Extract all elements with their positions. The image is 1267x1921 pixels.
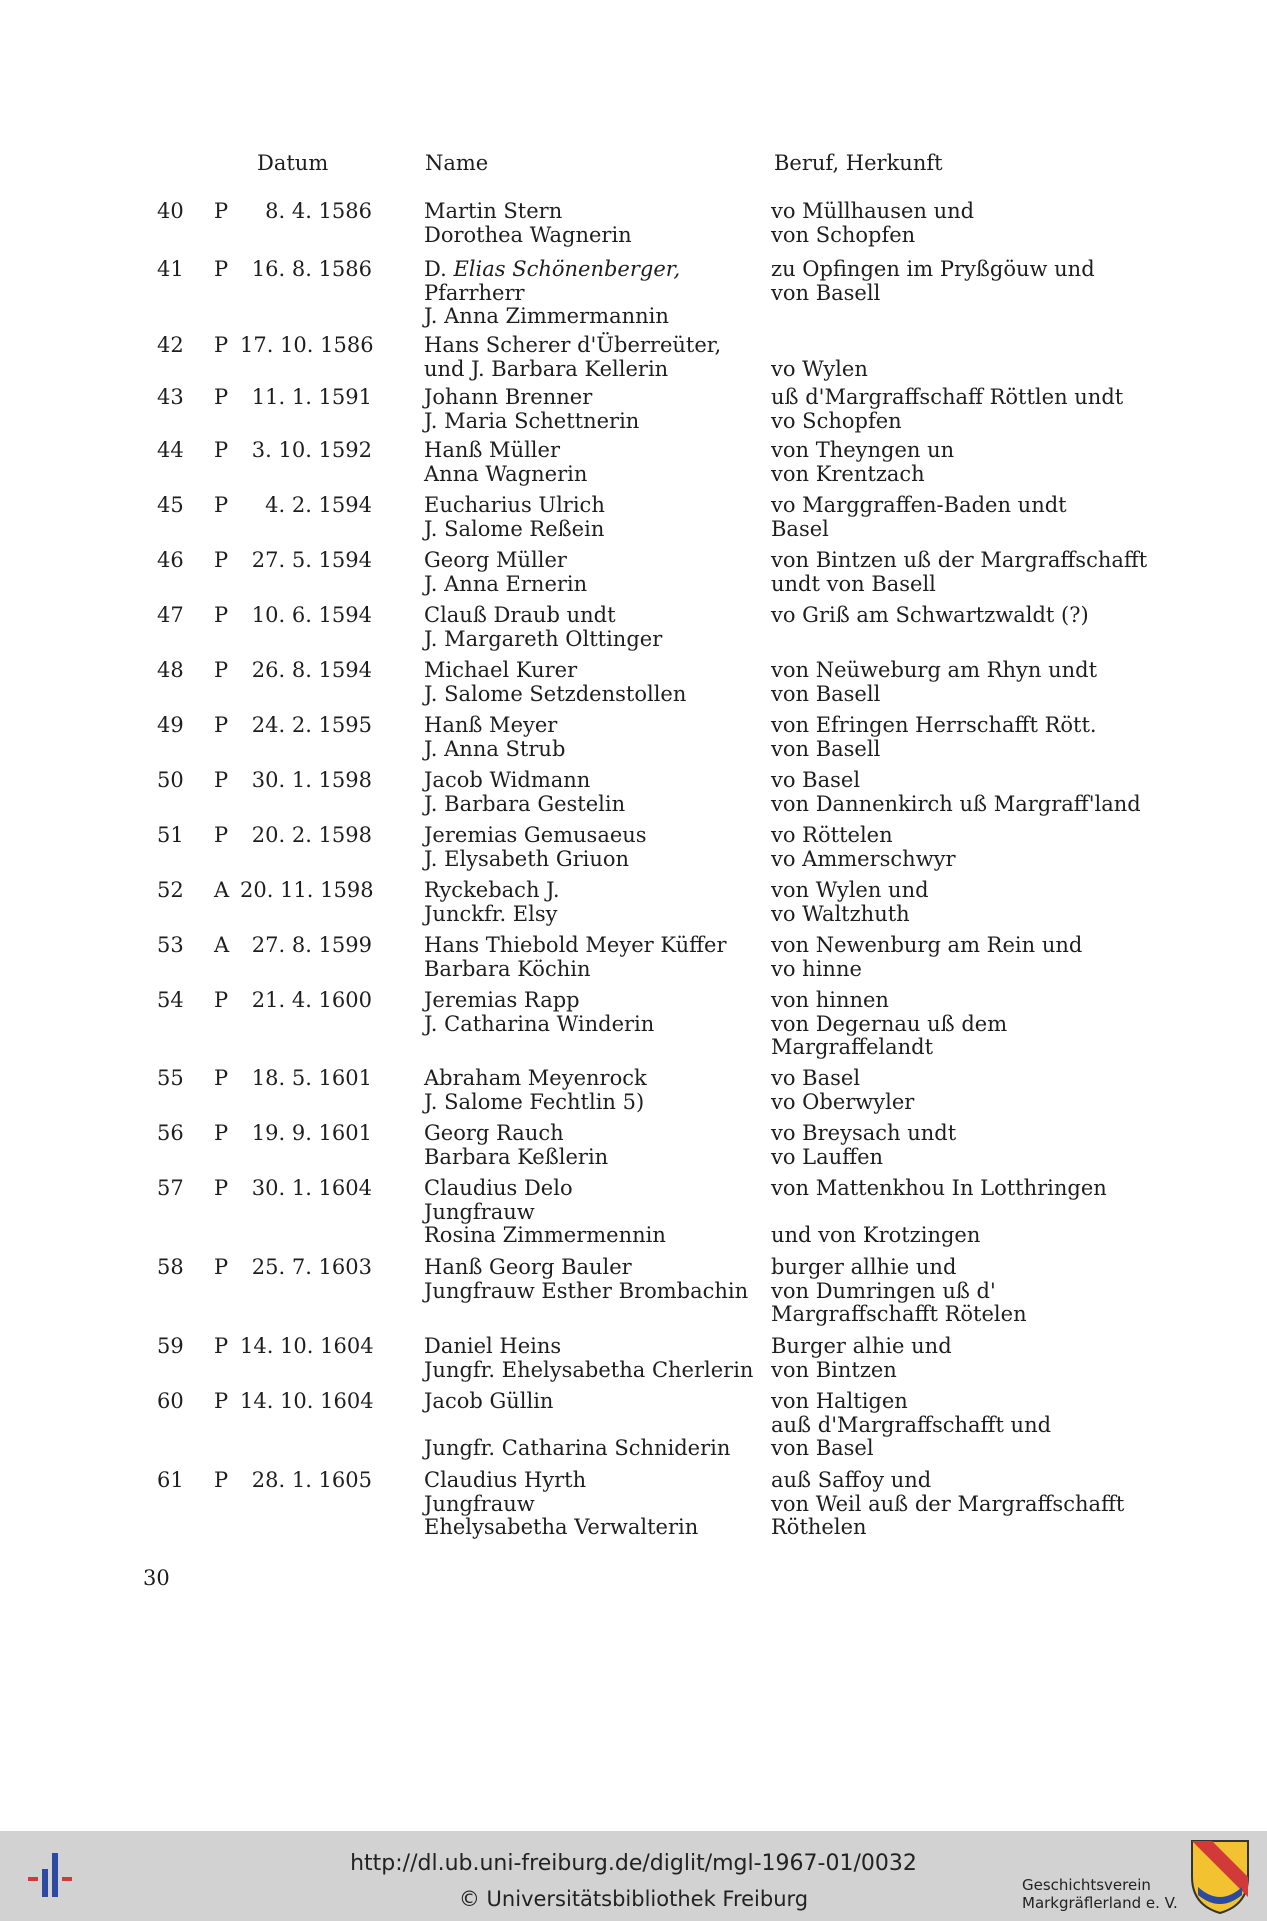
origin-line: von Basel	[771, 1436, 874, 1460]
entry-number: 40	[157, 199, 184, 223]
entry-names	[424, 1122, 754, 1169]
origin-line: von Newenburg am Rein und	[771, 933, 1083, 957]
name-line: J. Salome Fechtlin 5)	[424, 1089, 645, 1114]
source-url[interactable]: http://dl.ub.uni-freiburg.de/diglit/mgl-1967-01/0032	[350, 1851, 917, 1876]
origin-line: vo hinne	[771, 956, 862, 981]
origin-line: auß d'Margraffschafft und	[771, 1412, 1052, 1437]
origin-line: von Mattenkhou In Lotthringen	[771, 1176, 1107, 1200]
entry-origin	[771, 1067, 1131, 1114]
entry-number: 53	[157, 933, 184, 957]
entry-names	[424, 1335, 754, 1382]
entry-names	[424, 1177, 754, 1248]
origin-line: vo Marggraffen-Baden undt	[771, 493, 1067, 517]
name-line: Daniel Heins	[424, 1334, 562, 1358]
origin-line: von Basell	[771, 280, 881, 305]
entry-origin	[771, 879, 1131, 926]
entry-number: 41	[157, 257, 184, 281]
entry-number: 52	[157, 878, 184, 902]
entry-date: 3. 10. 1592	[251, 438, 372, 462]
entry-type: P	[214, 823, 229, 847]
entry-date: 24. 2. 1595	[251, 713, 372, 737]
origin-line: von Haltigen	[771, 1389, 908, 1413]
coat-of-arms-icon	[1188, 1837, 1252, 1915]
entry-type: P	[214, 257, 229, 281]
entry-type: P	[214, 548, 229, 572]
entry-date: 20. 11. 1598	[240, 878, 374, 902]
origin-line: vo Basel	[771, 1066, 861, 1090]
origin-line: Margraffelandt	[771, 1035, 934, 1059]
footer-bar	[0, 1831, 1267, 1921]
entry-origin	[771, 768, 1141, 816]
name-line: J. Margareth Olttinger	[424, 626, 663, 651]
name-line: Hanß Müller	[424, 438, 560, 462]
entry-type: P	[214, 1121, 229, 1145]
entry-type: P	[214, 438, 229, 462]
entry-date: 16. 8. 1586	[251, 257, 372, 281]
name-line: Anna Wagnerin	[424, 461, 588, 486]
origin-line: von Neüweburg am Rhyn undt	[771, 658, 1098, 682]
entry-date: 18. 5. 1601	[251, 1066, 372, 1090]
entry-origin	[771, 548, 1148, 596]
entry-type: A	[214, 933, 230, 957]
entry-names	[424, 1067, 754, 1114]
entry-type: P	[214, 1255, 229, 1279]
entry-names	[424, 494, 754, 541]
header-name: Name	[425, 151, 489, 175]
society-line-1: Geschichtsverein	[1022, 1876, 1151, 1894]
name-line: Abraham Meyenrock	[424, 1066, 647, 1090]
name-line: Michael Kurer	[424, 658, 578, 682]
name-line: Hans Thiebold Meyer Küffer	[424, 933, 727, 957]
entry-type: P	[214, 603, 229, 627]
origin-line	[771, 1201, 1131, 1225]
origin-line: von Dumringen uß d'	[771, 1278, 996, 1303]
entry-number: 43	[157, 385, 184, 409]
entry-origin	[771, 1256, 1131, 1327]
name-line: Ryckebach J.	[424, 878, 560, 902]
origin-line: vo Wylen	[771, 356, 868, 381]
entry-origin	[771, 200, 1131, 247]
origin-line: auß Saffoy und	[771, 1468, 932, 1492]
header-datum: Datum	[257, 151, 329, 175]
entry-date: 26. 8. 1594	[251, 658, 372, 682]
name-line: Barbara Köchin	[424, 956, 591, 981]
entry-number: 47	[157, 603, 184, 627]
entry-date: 14. 10. 1604	[240, 1389, 374, 1413]
name-line: Hanß Georg Bauler	[424, 1255, 632, 1279]
entry-number: 57	[157, 1176, 184, 1200]
entry-names	[424, 1390, 754, 1461]
entry-origin	[771, 1469, 1131, 1540]
origin-line: vo Waltzhuth	[771, 901, 910, 926]
origin-line	[771, 334, 1131, 358]
origin-line: von Bintzen	[771, 1357, 897, 1382]
entry-names	[424, 824, 754, 871]
entry-date: 30. 1. 1604	[251, 1176, 372, 1200]
entry-number: 54	[157, 988, 184, 1012]
entry-origin	[771, 1390, 1131, 1461]
entry-date: 8. 4. 1586	[265, 199, 372, 223]
entry-type: P	[214, 1066, 229, 1090]
name-line: J. Anna Zimmermannin	[424, 304, 669, 328]
origin-line: Röthelen	[771, 1515, 867, 1539]
entry-origin	[771, 989, 1131, 1060]
entry-number: 60	[157, 1389, 184, 1413]
name-line: Jungfrauw	[424, 1199, 535, 1224]
name-line: Junckfr. Elsy	[424, 901, 558, 926]
entry-names	[424, 1469, 754, 1540]
origin-line: von Wylen und	[771, 878, 929, 902]
entry-names	[424, 386, 754, 433]
entry-type: P	[214, 1389, 229, 1413]
entry-date: 17. 10. 1586	[240, 333, 374, 357]
origin-line: vo Müllhausen und	[771, 199, 975, 223]
entry-origin	[771, 604, 1131, 628]
entry-origin	[771, 1335, 1131, 1382]
name-line: Martin Stern	[424, 199, 563, 223]
entry-origin	[771, 934, 1131, 981]
society-line-2: Markgräflerland e. V.	[1022, 1894, 1178, 1912]
origin-line: vo Griß am Schwartzwaldt (?)	[771, 603, 1089, 627]
entry-type: P	[214, 1334, 229, 1358]
entry-origin	[771, 1122, 1131, 1169]
entry-date: 30. 1. 1598	[251, 768, 372, 792]
origin-line: von Degernau uß dem	[771, 1011, 1008, 1036]
origin-line: vo Röttelen	[771, 823, 893, 847]
entry-names	[424, 1256, 754, 1303]
entry-names	[424, 258, 754, 329]
entry-number: 56	[157, 1121, 184, 1145]
entry-type: P	[214, 385, 229, 409]
name-line: Jeremias Rapp	[424, 988, 580, 1012]
entry-names	[424, 549, 754, 596]
entry-number: 46	[157, 548, 184, 572]
entry-names	[424, 604, 754, 651]
entry-number: 48	[157, 658, 184, 682]
name-line: und J. Barbara Kellerin	[424, 356, 669, 381]
entry-type: P	[214, 713, 229, 737]
entry-number: 61	[157, 1468, 184, 1492]
entry-date: 27. 5. 1594	[251, 548, 372, 572]
entry-number: 59	[157, 1334, 184, 1358]
society-name	[1022, 1876, 1178, 1912]
entry-number: 45	[157, 493, 184, 517]
name-line: J. Maria Schettnerin	[424, 408, 640, 433]
entry-number: 42	[157, 333, 184, 357]
entry-date: 20. 2. 1598	[251, 823, 372, 847]
entry-number: 44	[157, 438, 184, 462]
origin-line: von hinnen	[771, 988, 889, 1012]
name-line: Ehelysabetha Verwalterin	[424, 1515, 699, 1539]
name-line: J. Anna Strub	[424, 736, 566, 761]
name-line: J. Salome Setzdenstollen	[424, 681, 687, 706]
name-line: J. Salome Reßein	[424, 516, 605, 541]
entry-names	[424, 439, 754, 486]
entry-names	[424, 334, 754, 381]
name-line: J. Elysabeth Griuon	[424, 846, 630, 871]
entry-origin	[771, 659, 1131, 706]
name-line: Clauß Draub undt	[424, 603, 616, 627]
name-line: Jungfrauw	[424, 1491, 535, 1516]
origin-line: uß d'Margraffschaff Röttlen undt	[771, 385, 1124, 409]
origin-line: Basel	[771, 516, 829, 541]
origin-line: Margraffschafft Rötelen	[771, 1302, 1027, 1326]
entry-names	[424, 934, 754, 981]
origin-line: von Schopfen	[771, 222, 916, 247]
copyright-notice: © Universitätsbibliothek Freiburg	[458, 1887, 809, 1911]
name-line	[424, 1414, 754, 1438]
name-line: Johann Brenner	[424, 385, 593, 409]
entry-number: 50	[157, 768, 184, 792]
origin-line: vo Breysach undt	[771, 1121, 957, 1145]
origin-line: von Basell	[771, 736, 881, 761]
name-line: Eucharius Ulrich	[424, 493, 605, 517]
entry-origin	[771, 494, 1131, 541]
entry-names	[424, 714, 754, 761]
entry-type: P	[214, 988, 229, 1012]
entry-number: 55	[157, 1066, 184, 1090]
entry-number: 58	[157, 1255, 184, 1279]
entry-date: 10. 6. 1594	[251, 603, 372, 627]
name-line: Jacob Widmann	[424, 768, 591, 792]
entry-origin	[771, 824, 1131, 871]
name-line: Georg Rauch	[424, 1121, 564, 1145]
origin-line: burger allhie und	[771, 1255, 957, 1279]
name-line: Hans Scherer d'Überreüter,	[424, 333, 722, 357]
entry-date: 25. 7. 1603	[251, 1255, 372, 1279]
name-line: Claudius Delo	[424, 1176, 573, 1200]
origin-line: vo Basel	[771, 768, 861, 792]
name-line: Claudius Hyrth	[424, 1468, 587, 1492]
entry-type: P	[214, 768, 229, 792]
name-line: Jungfrauw Esther Brombachin	[424, 1278, 749, 1303]
entry-type: P	[214, 333, 229, 357]
name-line: J. Barbara Gestelin	[424, 791, 626, 816]
entry-origin	[771, 714, 1131, 761]
header-beruf: Beruf, Herkunft	[774, 151, 943, 175]
entry-origin	[771, 334, 1131, 381]
entry-number: 49	[157, 713, 184, 737]
entry-origin	[771, 439, 1131, 486]
origin-line: von Theyngen un	[771, 438, 955, 462]
name-line: Jacob Güllin	[424, 1389, 554, 1413]
entry-date: 27. 8. 1599	[251, 933, 372, 957]
origin-line: vo Oberwyler	[771, 1089, 915, 1114]
name-line: Hanß Meyer	[424, 713, 558, 737]
origin-line: vo Schopfen	[771, 408, 902, 433]
entry-origin	[771, 386, 1131, 433]
name-line: J. Anna Ernerin	[424, 571, 588, 596]
entry-number: 51	[157, 823, 184, 847]
name-line: Georg Müller	[424, 548, 567, 572]
origin-line: vo Ammerschwyr	[771, 846, 956, 871]
name-line: D. Elias Schönenberger,	[424, 257, 681, 281]
entry-type: A	[214, 878, 230, 902]
entry-names	[424, 989, 754, 1036]
name-line: Jungfr. Ehelysabetha Cherlerin	[424, 1357, 754, 1382]
origin-line: undt von Basell	[771, 571, 936, 596]
origin-line: von Dannenkirch uß Margraff'land	[771, 791, 1141, 816]
entry-names	[424, 200, 754, 247]
entry-date: 21. 4. 1600	[251, 988, 372, 1012]
entry-type: P	[214, 199, 229, 223]
entry-names	[424, 659, 754, 706]
origin-line: von Krentzach	[771, 461, 925, 486]
entry-date: 11. 1. 1591	[251, 385, 372, 409]
name-line: Rosina Zimmermennin	[424, 1223, 666, 1247]
name-line: Jeremias Gemusaeus	[424, 823, 647, 847]
entry-date: 28. 1. 1605	[251, 1468, 372, 1492]
origin-line: vo Lauffen	[771, 1144, 884, 1169]
page-number: 30	[143, 1566, 170, 1590]
name-line: Dorothea Wagnerin	[424, 222, 632, 247]
origin-line: von Weil auß der Margraffschafft	[771, 1491, 1125, 1516]
entry-type: P	[214, 658, 229, 682]
entry-type: P	[214, 1176, 229, 1200]
entry-type: P	[214, 1468, 229, 1492]
origin-line: und von Krotzingen	[771, 1223, 981, 1247]
name-line: Jungfr. Catharina Schniderin	[424, 1436, 731, 1460]
origin-line: von Bintzen uß der Margraffschafft	[771, 548, 1148, 572]
entry-date: 19. 9. 1601	[251, 1121, 372, 1145]
entry-origin	[771, 1177, 1131, 1248]
name-line: J. Catharina Winderin	[424, 1011, 655, 1036]
origin-line: zu Opfingen im Pryßgöuw und	[771, 257, 1095, 281]
origin-line: von Efringen Herrschafft Rött.	[771, 713, 1097, 737]
name-line: Barbara Keßlerin	[424, 1144, 609, 1169]
entry-names	[424, 769, 754, 816]
origin-line: Burger alhie und	[771, 1334, 952, 1358]
name-line: Pfarrherr	[424, 280, 525, 305]
entry-date: 4. 2. 1594	[265, 493, 372, 517]
entry-names	[424, 879, 754, 926]
entry-date: 14. 10. 1604	[240, 1334, 374, 1358]
entry-origin	[771, 258, 1131, 305]
entry-type: P	[214, 493, 229, 517]
origin-line: von Basell	[771, 681, 881, 706]
